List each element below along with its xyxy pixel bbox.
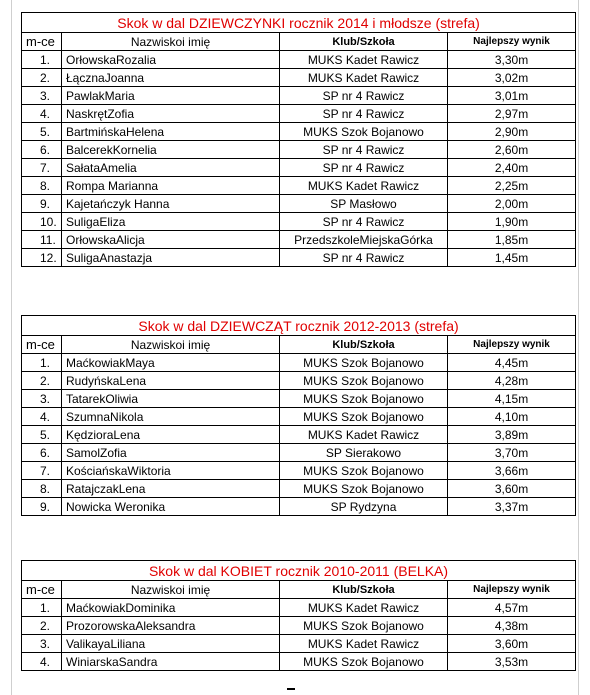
- place-cell: 5.: [22, 426, 62, 444]
- club-cell: MUKS Kadet Rawicz: [280, 69, 448, 87]
- athlete-name-cell: NaskrętZofia: [62, 105, 280, 123]
- table-row: [22, 372, 576, 390]
- best-result-cell: 1,85m: [448, 231, 576, 249]
- page-footer-mark: [287, 688, 295, 690]
- best-result-cell: 3,60m: [448, 480, 576, 498]
- club-cell: MUKS Szok Bojanowo: [280, 617, 448, 635]
- best-result-cell: 2,90m: [448, 123, 576, 141]
- place-cell: 6.: [22, 444, 62, 462]
- place-cell: 9.: [22, 195, 62, 213]
- place-cell: 4.: [22, 105, 62, 123]
- athlete-name-cell: OrłowskaAlicja: [62, 231, 280, 249]
- column-header-best: Najlepszy wynik: [448, 336, 576, 354]
- table-header-row: [22, 581, 576, 599]
- club-cell: SP nr 4 Rawicz: [280, 159, 448, 177]
- best-result-cell: 1,45m: [448, 249, 576, 267]
- club-cell: MUKS Szok Bojanowo: [280, 462, 448, 480]
- table-row: [22, 87, 576, 105]
- table-row: [22, 480, 576, 498]
- club-cell: SP nr 4 Rawicz: [280, 105, 448, 123]
- results-table: [21, 12, 576, 267]
- table-row: [22, 195, 576, 213]
- athlete-name-cell: ValikayaLiliana: [62, 635, 280, 653]
- athlete-name-cell: RatajczakLena: [62, 480, 280, 498]
- table-row: [22, 426, 576, 444]
- table-header-row: [22, 336, 576, 354]
- table-row: [22, 462, 576, 480]
- place-cell: 1.: [22, 599, 62, 617]
- table-row: [22, 213, 576, 231]
- best-result-cell: 2,25m: [448, 177, 576, 195]
- column-header-best: Najlepszy wynik: [448, 33, 576, 51]
- athlete-name-cell: ŁącznaJoanna: [62, 69, 280, 87]
- athlete-name-cell: SuligaEliza: [62, 213, 280, 231]
- place-cell: 10.: [22, 213, 62, 231]
- place-cell: 7.: [22, 159, 62, 177]
- table-row: [22, 444, 576, 462]
- page-left-edge: [11, 0, 12, 695]
- athlete-name-cell: ProzorowskaAleksandra: [62, 617, 280, 635]
- table-header-row: [22, 33, 576, 51]
- table-title: Skok w dal DZIEWCZĄT rocznik 2012-2013 (strefa): [22, 316, 576, 336]
- athlete-name-cell: Nowicka Weronika: [62, 498, 280, 516]
- place-cell: 2.: [22, 69, 62, 87]
- club-cell: MUKS Szok Bojanowo: [280, 354, 448, 372]
- column-header-club: Klub/Szkoła: [280, 33, 448, 51]
- club-cell: SP nr 4 Rawicz: [280, 213, 448, 231]
- athlete-name-cell: WiniarskaSandra: [62, 653, 280, 671]
- place-cell: 2.: [22, 617, 62, 635]
- column-header-place: m-ce: [22, 336, 62, 354]
- athlete-name-cell: RudyńskaLena: [62, 372, 280, 390]
- place-cell: 3.: [22, 87, 62, 105]
- column-header-club: Klub/Szkoła: [280, 336, 448, 354]
- best-result-cell: 1,90m: [448, 213, 576, 231]
- athlete-name-cell: SałataAmelia: [62, 159, 280, 177]
- athlete-name-cell: SuligaAnastazja: [62, 249, 280, 267]
- best-result-cell: 3,37m: [448, 498, 576, 516]
- best-result-cell: 2,00m: [448, 195, 576, 213]
- athlete-name-cell: Rompa Marianna: [62, 177, 280, 195]
- club-cell: MUKS Szok Bojanowo: [280, 408, 448, 426]
- club-cell: PrzedszkoleMiejskaGórka: [280, 231, 448, 249]
- table-row: [22, 51, 576, 69]
- place-cell: 2.: [22, 372, 62, 390]
- best-result-cell: 4,28m: [448, 372, 576, 390]
- best-result-cell: 3,66m: [448, 462, 576, 480]
- table-row: [22, 123, 576, 141]
- club-cell: SP nr 4 Rawicz: [280, 249, 448, 267]
- table-title: Skok w dal KOBIET rocznik 2010-2011 (BELKA): [22, 561, 576, 581]
- athlete-name-cell: BalcerekKornelia: [62, 141, 280, 159]
- place-cell: 8.: [22, 480, 62, 498]
- column-header-name: Nazwiskoi imię: [62, 33, 280, 51]
- athlete-name-cell: SamolZofia: [62, 444, 280, 462]
- club-cell: SP Sierakowo: [280, 444, 448, 462]
- table-row: [22, 105, 576, 123]
- place-cell: 4.: [22, 408, 62, 426]
- table-row: [22, 635, 576, 653]
- athlete-name-cell: Kajetańczyk Hanna: [62, 195, 280, 213]
- table-row: [22, 231, 576, 249]
- athlete-name-cell: TatarekOliwia: [62, 390, 280, 408]
- best-result-cell: 4,57m: [448, 599, 576, 617]
- club-cell: SP nr 4 Rawicz: [280, 141, 448, 159]
- club-cell: SP nr 4 Rawicz: [280, 87, 448, 105]
- table-row: [22, 177, 576, 195]
- athlete-name-cell: MaćkowiakDominika: [62, 599, 280, 617]
- club-cell: MUKS Kadet Rawicz: [280, 51, 448, 69]
- best-result-cell: 3,70m: [448, 444, 576, 462]
- table-row: [22, 390, 576, 408]
- place-cell: 7.: [22, 462, 62, 480]
- place-cell: 4.: [22, 653, 62, 671]
- club-cell: MUKS Kadet Rawicz: [280, 599, 448, 617]
- club-cell: MUKS Szok Bojanowo: [280, 123, 448, 141]
- best-result-cell: 3,02m: [448, 69, 576, 87]
- table-row: [22, 617, 576, 635]
- place-cell: 12.: [22, 249, 62, 267]
- club-cell: MUKS Szok Bojanowo: [280, 653, 448, 671]
- table-row: [22, 354, 576, 372]
- club-cell: MUKS Szok Bojanowo: [280, 372, 448, 390]
- club-cell: MUKS Kadet Rawicz: [280, 635, 448, 653]
- club-cell: SP Masłowo: [280, 195, 448, 213]
- best-result-cell: 2,60m: [448, 141, 576, 159]
- place-cell: 1.: [22, 51, 62, 69]
- athlete-name-cell: KędzioraLena: [62, 426, 280, 444]
- column-header-club: Klub/Szkoła: [280, 581, 448, 599]
- athlete-name-cell: SzumnaNikola: [62, 408, 280, 426]
- best-result-cell: 4,15m: [448, 390, 576, 408]
- best-result-cell: 3,30m: [448, 51, 576, 69]
- best-result-cell: 2,97m: [448, 105, 576, 123]
- best-result-cell: 4,10m: [448, 408, 576, 426]
- place-cell: 3.: [22, 390, 62, 408]
- table-row: [22, 653, 576, 671]
- table-row: [22, 498, 576, 516]
- club-cell: SP Rydzyna: [280, 498, 448, 516]
- place-cell: 9.: [22, 498, 62, 516]
- club-cell: MUKS Kadet Rawicz: [280, 426, 448, 444]
- column-header-name: Nazwiskoi imię: [62, 581, 280, 599]
- best-result-cell: 3,01m: [448, 87, 576, 105]
- page-right-edge: [578, 0, 579, 695]
- best-result-cell: 2,40m: [448, 159, 576, 177]
- column-header-place: m-ce: [22, 33, 62, 51]
- column-header-best: Najlepszy wynik: [448, 581, 576, 599]
- results-table: [21, 560, 576, 671]
- club-cell: MUKS Szok Bojanowo: [280, 480, 448, 498]
- best-result-cell: 4,38m: [448, 617, 576, 635]
- athlete-name-cell: MaćkowiakMaya: [62, 354, 280, 372]
- table-row: [22, 141, 576, 159]
- place-cell: 11.: [22, 231, 62, 249]
- table-row: [22, 159, 576, 177]
- place-cell: 8.: [22, 177, 62, 195]
- athlete-name-cell: BartmińskaHelena: [62, 123, 280, 141]
- athlete-name-cell: KościańskaWiktoria: [62, 462, 280, 480]
- athlete-name-cell: PawlakMaria: [62, 87, 280, 105]
- best-result-cell: 3,53m: [448, 653, 576, 671]
- table-row: [22, 249, 576, 267]
- results-table: [21, 315, 576, 516]
- club-cell: MUKS Kadet Rawicz: [280, 177, 448, 195]
- table-row: [22, 599, 576, 617]
- place-cell: 6.: [22, 141, 62, 159]
- place-cell: 3.: [22, 635, 62, 653]
- best-result-cell: 4,45m: [448, 354, 576, 372]
- best-result-cell: 3,89m: [448, 426, 576, 444]
- best-result-cell: 3,60m: [448, 635, 576, 653]
- place-cell: 1.: [22, 354, 62, 372]
- table-title: Skok w dal DZIEWCZYNKI rocznik 2014 i młodsze (strefa): [22, 13, 576, 33]
- column-header-place: m-ce: [22, 581, 62, 599]
- athlete-name-cell: OrłowskaRozalia: [62, 51, 280, 69]
- place-cell: 5.: [22, 123, 62, 141]
- table-row: [22, 408, 576, 426]
- column-header-name: Nazwiskoi imię: [62, 336, 280, 354]
- table-row: [22, 69, 576, 87]
- club-cell: MUKS Szok Bojanowo: [280, 390, 448, 408]
